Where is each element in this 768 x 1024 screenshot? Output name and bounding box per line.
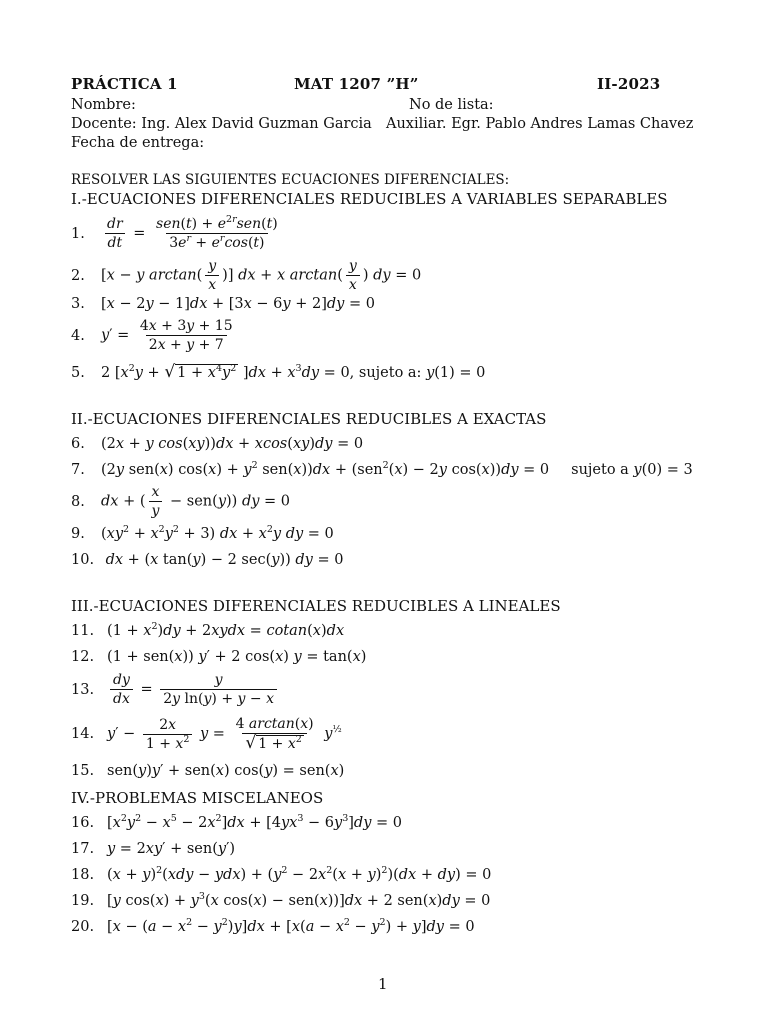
equation: $[x^2y^2 - x^5 - 2x^2]dx + [4yx^3 - 6y^3]dy = 0$ bbox=[107, 813, 402, 831]
equation: [x − 2y − 1]dx + [3x − 6y + 2]dy = 0 bbox=[101, 296, 375, 312]
equation: $[x - (a - x^2 - y^2)y]dx + [x(a - x^2 - y^2) + y]dy = 0$ bbox=[107, 917, 475, 935]
section-heading-4: IV.-PROBLEMAS MISCELANEOS bbox=[71, 789, 324, 807]
condition-text: sujeto a bbox=[571, 462, 634, 478]
exercise-15 bbox=[71, 763, 344, 779]
exercise-number: 11. bbox=[71, 623, 95, 639]
exercise-7 bbox=[71, 462, 693, 478]
equation: (2x + y cos(xy))dx + xcos(xy)dy = 0 bbox=[101, 436, 364, 452]
semester: II-2023 bbox=[597, 75, 661, 93]
exercise-number: 14. bbox=[71, 726, 95, 742]
equation: 2 [$x^2y$ + √ $1 + x^4y^2$ ]$dx + x^3dy = 0$ bbox=[101, 362, 350, 382]
exercise-6 bbox=[71, 436, 363, 452]
exercise-20 bbox=[71, 919, 475, 935]
exercise-13 bbox=[71, 672, 280, 707]
exercise-number: 16. bbox=[71, 815, 95, 831]
exercise-number: 1. bbox=[71, 225, 85, 242]
equation: dx + ( $\frac{x}{y}$ − sen(y)) dy = 0 bbox=[101, 484, 291, 519]
exercise-number: 6. bbox=[71, 436, 85, 452]
exercise-1 bbox=[71, 216, 284, 251]
exercise-number: 19. bbox=[71, 893, 95, 909]
exercise-number: 5. bbox=[71, 364, 85, 381]
equation: (1 + sen(x)) y′ + 2 cos(x) y = tan(x) bbox=[107, 649, 367, 665]
equation: $(x + y)^2(xdy - ydx) + (y^2 - 2x^2(x + y)^2)(dx + dy) = 0$ bbox=[107, 865, 492, 883]
equation: $(xy^2 + x^2y^2 + 3)$ dx + $x^2y$ dy = 0 bbox=[101, 524, 334, 542]
equation: y′ = $\frac{4x + 3y + 15}{2x + y + 7}$ bbox=[101, 318, 233, 353]
exercise-3 bbox=[71, 296, 375, 312]
page-number: 1 bbox=[378, 975, 388, 993]
equation: dx + (x tan(y) − 2 sec(y)) dy = 0 bbox=[105, 552, 344, 568]
initial-condition: y(0) = 3 bbox=[633, 462, 693, 478]
exercise-16 bbox=[71, 815, 402, 831]
exercise-number: 17. bbox=[71, 841, 95, 857]
equation: [y $\cos(x) + y^3(x$ cos(x) − sen(x))]dx + 2 sen(x)dy = 0 bbox=[107, 891, 491, 909]
exercise-number: 10. bbox=[71, 552, 95, 568]
exercise-5 bbox=[71, 364, 485, 381]
condition-text: , sujeto a: bbox=[349, 364, 427, 381]
initial-condition: y(1) = 0 bbox=[426, 364, 486, 381]
section-heading-1: I.-ECUACIONES DIFERENCIALES REDUCIBLES A VARIABLES SEPARABLES bbox=[71, 190, 668, 208]
course-code: MAT 1207 ”H” bbox=[294, 75, 419, 93]
exercise-number: 2. bbox=[71, 267, 85, 284]
due-date-label: Fecha de entrega: bbox=[71, 135, 205, 151]
practice-title: PRÁCTICA 1 bbox=[71, 75, 178, 93]
exercise-number: 4. bbox=[71, 327, 85, 344]
instructions: RESOLVER LAS SIGUIENTES ECUACIONES DIFERENCIALES: bbox=[71, 172, 510, 188]
exercise-number: 8. bbox=[71, 493, 85, 510]
teacher-label: Docente: Ing. Alex David Guzman Garcia bbox=[71, 116, 372, 132]
exercise-18 bbox=[71, 867, 491, 883]
equation: (2y sen(x) $\cos(x) + y^2$ sen(x))dx + (sen$^2$(x) − 2y cos(x))dy = 0 bbox=[101, 460, 550, 478]
exercise-2 bbox=[71, 258, 421, 293]
equation: $(1 + x^2)dy$ + 2xydx = cotan(x)dx bbox=[107, 621, 345, 639]
exercise-11 bbox=[71, 623, 344, 639]
exercise-14 bbox=[71, 716, 342, 752]
equation: $\frac{dr}{dt}$ = $\frac{sen(t) + e^{2r}sen(t)}{3e^r + e^r\cos(t)}$ bbox=[101, 216, 284, 251]
exercise-4 bbox=[71, 318, 239, 353]
exercise-number: 9. bbox=[71, 526, 85, 542]
exercise-17 bbox=[71, 841, 235, 857]
exercise-number: 15. bbox=[71, 763, 95, 779]
assistant-label: Auxiliar. Egr. Pablo Andres Lamas Chavez bbox=[386, 116, 694, 132]
section-heading-2: II.-ECUACIONES DIFERENCIALES REDUCIBLES A EXACTAS bbox=[71, 410, 547, 428]
equation: y′ − $\frac{2x}{1 + x^2}$ y = 4 arctan(x) √ $1 + x^2$ $y^{\frac{1}{2}}$ bbox=[107, 716, 342, 753]
equation: sen(y)y′ + sen(x) cos(y) = sen(x) bbox=[107, 763, 345, 779]
exercise-9 bbox=[71, 526, 334, 542]
name-label: Nombre: bbox=[71, 97, 136, 113]
exercise-12 bbox=[71, 649, 366, 665]
equation: [x − y arctan( $\frac{y}{x}$ )] dx + x arctan( $\frac{y}{x}$ ) dy = 0 bbox=[101, 258, 422, 293]
section-heading-3: III.-ECUACIONES DIFERENCIALES REDUCIBLES A LINEALES bbox=[71, 597, 561, 615]
exercise-number: 18. bbox=[71, 867, 95, 883]
equation: $\frac{dy}{dx}$ = $\frac{y}{\text{2y ln(y) + y − x}}$ bbox=[107, 672, 280, 707]
exercise-number: 3. bbox=[71, 296, 85, 312]
list-number-label: No de lista: bbox=[409, 97, 494, 113]
exercise-number: 7. bbox=[71, 462, 85, 478]
exercise-10 bbox=[71, 552, 343, 568]
exercise-19 bbox=[71, 893, 490, 909]
exercise-8 bbox=[71, 484, 290, 519]
exercise-number: 20. bbox=[71, 919, 95, 935]
equation: y = 2xy′ + sen(y′) bbox=[107, 841, 236, 857]
exercise-number: 13. bbox=[71, 681, 95, 698]
exercise-number: 12. bbox=[71, 649, 95, 665]
